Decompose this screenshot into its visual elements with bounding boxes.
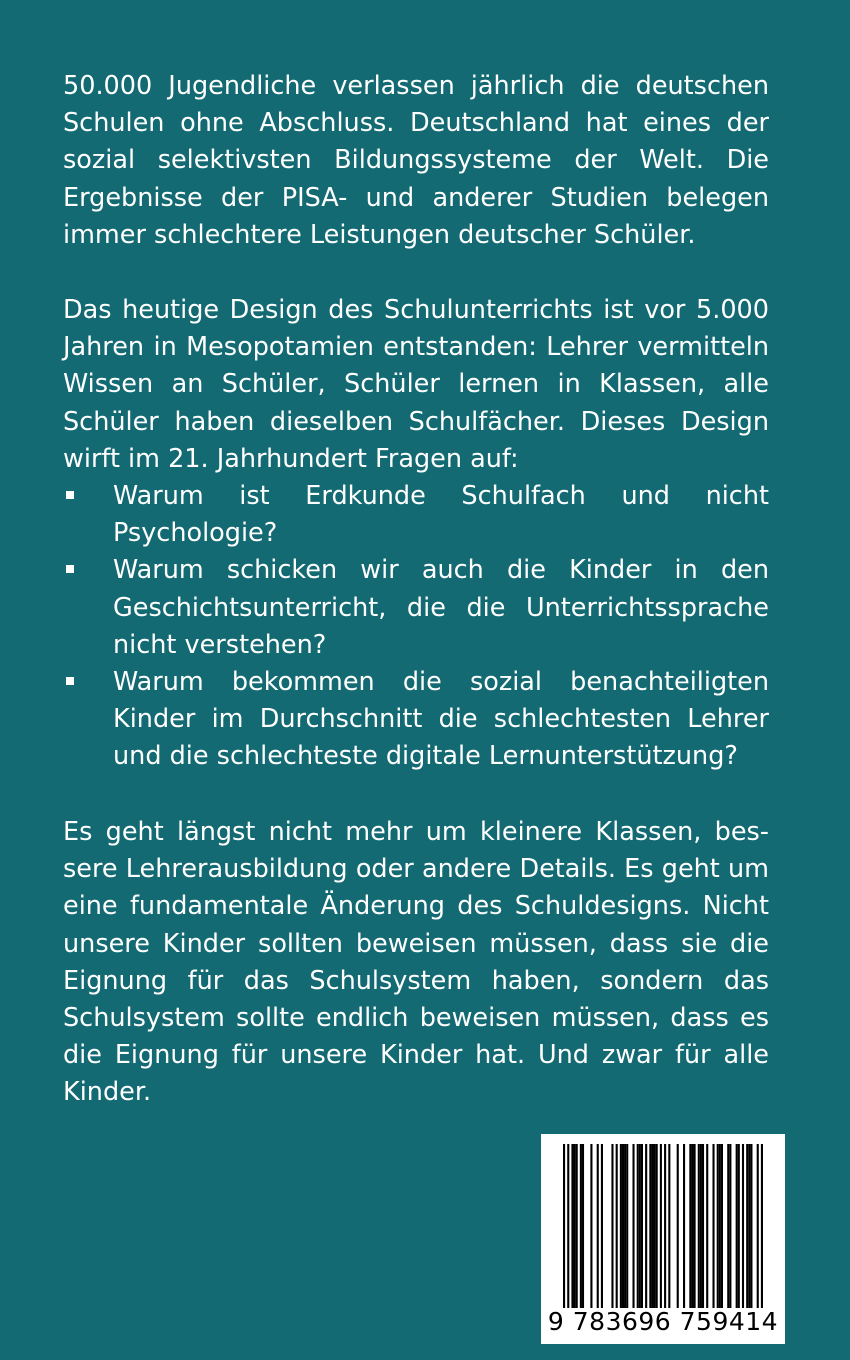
barcode-bar xyxy=(677,1144,679,1308)
barcode-bar xyxy=(721,1144,723,1308)
barcode-bar xyxy=(637,1144,639,1308)
barcode-bar xyxy=(694,1144,696,1308)
barcode-bar xyxy=(656,1144,658,1308)
barcode-bar xyxy=(736,1144,738,1308)
barcode-bar xyxy=(700,1144,702,1308)
list-item xyxy=(63,664,769,776)
barcode-bar xyxy=(651,1144,653,1308)
barcode-bar xyxy=(620,1144,622,1308)
barcode-bar xyxy=(706,1144,708,1308)
intro-paragraph: 50.000 Jugendliche verlassen jährlich die deutschen Schulen ohne Abschluss. Deutschland hat eines der sozial selektivsten Bildungssysteme der Welt. Die Ergebnisse der PISA- und anderer Studien belegen immer schlechtere Leistungen deutscher Schüler. xyxy=(63,71,769,250)
barcode-bar xyxy=(691,1144,693,1308)
barcode-bar xyxy=(624,1144,626,1308)
question-list xyxy=(63,478,769,776)
barcode-bar xyxy=(698,1144,700,1308)
barcode-bar xyxy=(712,1144,714,1308)
barcode-bar xyxy=(748,1144,750,1308)
barcode-bar xyxy=(702,1144,704,1308)
barcode-bar xyxy=(571,1144,573,1308)
design-paragraph: Das heutige Design des Schulunterrichts ist vor 5.000 Jahren in Mesopotamien entstanden: Lehrer vermitteln Wissen an Schüler, Schüler lernen in Klassen, alle Schüler haben dieselben Schulfächer. Dieses Design wirft im 21. Jahrhundert Fragen auf: xyxy=(63,295,769,474)
barcode-bars xyxy=(563,1144,763,1308)
barcode-bar xyxy=(660,1144,662,1308)
barcode-bar xyxy=(567,1144,569,1308)
barcode-bar xyxy=(597,1144,599,1308)
barcode-bar xyxy=(563,1144,565,1308)
barcode-bar xyxy=(645,1144,647,1308)
barcode-bar xyxy=(580,1144,582,1308)
barcode-bar xyxy=(641,1144,643,1308)
barcode-bar xyxy=(717,1144,719,1308)
barcode-bar xyxy=(683,1144,685,1308)
barcode-bar xyxy=(639,1144,641,1308)
barcode-bar xyxy=(626,1144,628,1308)
barcode-bar xyxy=(742,1144,744,1308)
barcode-bar xyxy=(761,1144,763,1308)
barcode-bar xyxy=(576,1144,578,1308)
barcode-bar xyxy=(632,1144,634,1308)
list-item xyxy=(63,478,769,552)
barcode-bar xyxy=(601,1144,603,1308)
barcode-bar xyxy=(574,1144,576,1308)
square-bullet-icon xyxy=(66,565,74,573)
barcode-bar xyxy=(590,1144,592,1308)
barcode-bar xyxy=(750,1144,752,1308)
square-bullet-icon xyxy=(66,677,74,685)
list-item-text: Warum bekommen die sozial benachteiligten Kinder im Durchschnitt die schlechtesten Lehrer und die schlechteste digitale Lernunterstützung? xyxy=(113,667,769,772)
barcode-bar xyxy=(757,1144,759,1308)
barcode-bar xyxy=(719,1144,721,1308)
isbn-barcode xyxy=(541,1134,785,1344)
barcode-bar xyxy=(611,1144,613,1308)
barcode-bar xyxy=(689,1144,691,1308)
barcode-bar xyxy=(746,1144,748,1308)
barcode-bar xyxy=(616,1144,618,1308)
barcode-digits: 9 783696 759414 xyxy=(547,1307,779,1336)
barcode-bar xyxy=(664,1144,666,1308)
square-bullet-icon xyxy=(66,491,74,499)
barcode-bar xyxy=(622,1144,624,1308)
list-item-text: Warum ist Erdkunde Schulfach und nicht Psychologie? xyxy=(113,481,769,549)
barcode-bar xyxy=(727,1144,729,1308)
barcode-bar xyxy=(649,1144,651,1308)
list-item xyxy=(63,552,769,664)
barcode-bar xyxy=(654,1144,656,1308)
barcode-bar xyxy=(582,1144,584,1308)
design-section xyxy=(63,292,769,776)
barcode-bar xyxy=(738,1144,740,1308)
barcode-bar xyxy=(668,1144,670,1308)
conclusion-paragraph: Es geht längst nicht mehr um kleinere Klassen, bessere Lehrerausbildung oder andere Details. Es geht um eine fundamentale Änderung des Schuldesigns. Nicht unsere Kinder sollten beweisen müssen, dass sie die Eignung für das Schulsystem haben, sondern das Schulsystem sollte endlich beweisen müssen, dass es die Eignung für unsere Kinder hat. Und zwar für alle Kinder. xyxy=(63,817,769,1108)
list-item-text: Warum schicken wir auch die Kinder in den Geschichtsunterricht, die die Unterrichtssprache nicht verstehen? xyxy=(113,555,769,660)
barcode-bar xyxy=(729,1144,731,1308)
